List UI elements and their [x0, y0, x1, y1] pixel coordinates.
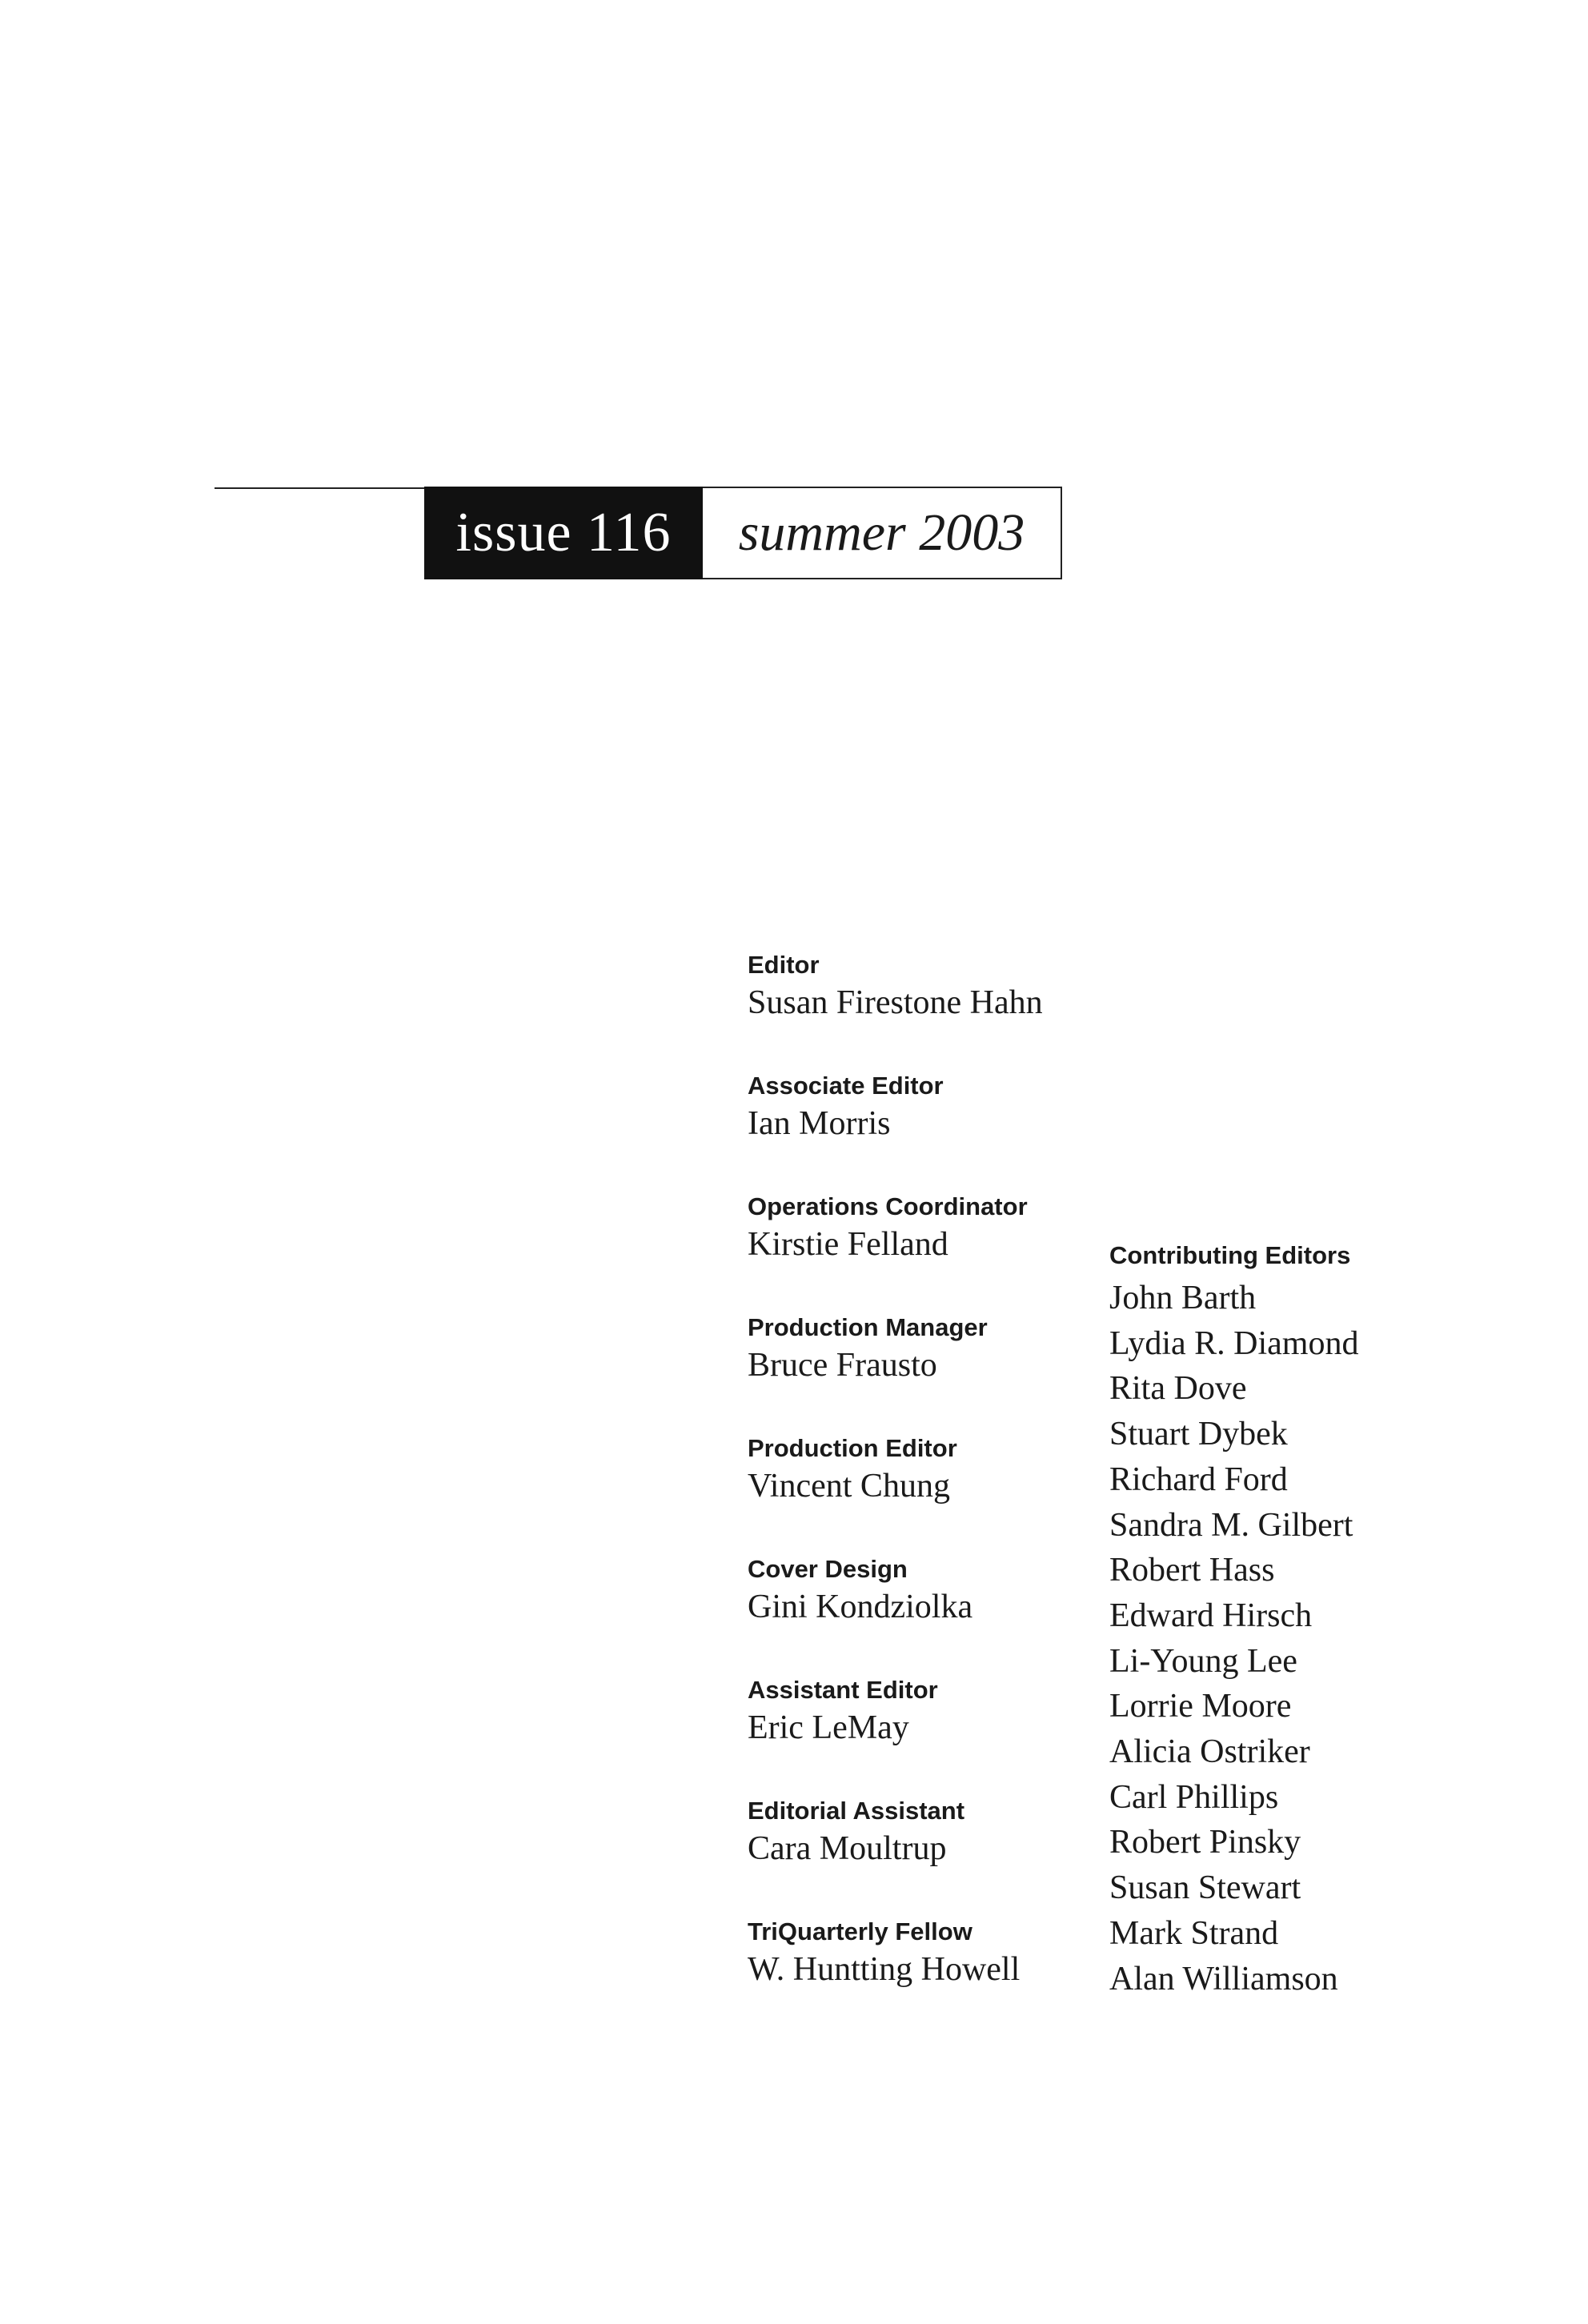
role-name: Eric LeMay [748, 1709, 909, 1746]
list-item: Sandra M. Gilbert [1109, 1506, 1353, 1544]
staff-entry [748, 1795, 1116, 1916]
list-item: Lorrie Moore [1109, 1688, 1292, 1725]
staff-entry [748, 1191, 1116, 1312]
role-name: W. Huntting Howell [748, 1951, 1021, 1988]
role-title: Cover Design [748, 1555, 908, 1583]
role-title: Operations Coordinator [748, 1192, 1028, 1220]
staff-entry [748, 1916, 1116, 2037]
issue-number: issue 116 [424, 487, 703, 579]
role-title: Editor [748, 951, 820, 979]
banner-rule [215, 487, 424, 489]
role-title: Assistant Editor [748, 1676, 938, 1704]
role-title: Production Editor [748, 1434, 957, 1462]
list-item: Robert Hass [1109, 1552, 1275, 1589]
staff-column [748, 949, 1116, 2037]
role-name: Bruce Frausto [748, 1347, 937, 1384]
role-name: Susan Firestone Hahn [748, 984, 1043, 1021]
contributing-editors-title: Contributing Editors [1109, 1241, 1351, 1269]
list-item: Richard Ford [1109, 1461, 1288, 1498]
list-item: Lydia R. Diamond [1109, 1324, 1359, 1362]
staff-entry [748, 1312, 1116, 1432]
list-item: Stuart Dybek [1109, 1416, 1288, 1453]
list-item: John Barth [1109, 1280, 1257, 1316]
list-item: Rita Dove [1109, 1370, 1247, 1408]
role-title: Editorial Assistant [748, 1797, 965, 1825]
list-item: Carl Phillips [1109, 1778, 1279, 1816]
staff-entry [748, 1070, 1116, 1191]
list-item: Alan Williamson [1109, 1960, 1338, 1997]
contributing-editors [1109, 1239, 1478, 2001]
staff-entry [748, 1432, 1116, 1553]
list-item: Alicia Ostriker [1109, 1733, 1310, 1771]
role-name: Vincent Chung [748, 1468, 950, 1505]
issue-banner [424, 487, 1062, 579]
role-title: Production Manager [748, 1313, 988, 1341]
staff-entry [748, 1674, 1116, 1795]
list-item: Edward Hirsch [1109, 1597, 1313, 1634]
role-title: TriQuarterly Fellow [748, 1917, 972, 1945]
list-item: Susan Stewart [1109, 1869, 1301, 1907]
role-name: Kirstie Felland [748, 1226, 948, 1263]
role-name: Ian Morris [748, 1105, 891, 1142]
staff-entry [748, 949, 1116, 1070]
list-item: Robert Pinsky [1109, 1824, 1301, 1861]
staff-entry [748, 1553, 1116, 1674]
role-name: Cara Moultrup [748, 1830, 947, 1867]
contributing-editors-list [1109, 1276, 1478, 2001]
role-name: Gini Kondziolka [748, 1589, 973, 1625]
role-title: Associate Editor [748, 1072, 944, 1100]
issue-season: summer 2003 [703, 487, 1062, 579]
list-item: Mark Strand [1109, 1914, 1279, 1952]
list-item: Li-Young Lee [1109, 1642, 1297, 1680]
